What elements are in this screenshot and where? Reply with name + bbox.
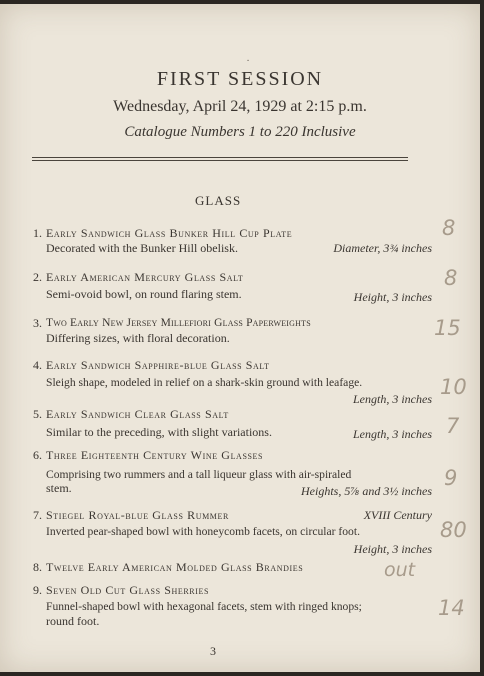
item-title: Early Sandwich Clear Glass Salt bbox=[46, 407, 229, 421]
item-number: 2. bbox=[33, 270, 42, 284]
session-date: Wednesday, April 24, 1929 at 2:15 p.m. bbox=[113, 98, 367, 115]
handwritten-price: 14 bbox=[438, 596, 465, 620]
item-measure: Height, 3 inches bbox=[353, 290, 432, 304]
item-description: Semi-ovoid bowl, on round flaring stem. bbox=[46, 287, 242, 301]
catalogue-page bbox=[0, 4, 480, 672]
item-measure: Heights, 5⅞ and 3½ inches bbox=[301, 484, 432, 498]
handwritten-price: 8 bbox=[442, 216, 456, 240]
item-title: Three Eighteenth Century Wine Glasses bbox=[46, 448, 264, 462]
handwritten-price: 80 bbox=[440, 518, 467, 542]
item-description: Differing sizes, with floral decoration. bbox=[46, 331, 230, 345]
item-number: 4. bbox=[33, 358, 42, 372]
item-description: Inverted pear-shaped bowl with honeycomb facets, on circular foot. bbox=[46, 525, 360, 538]
item-description: round foot. bbox=[46, 614, 100, 628]
page-number: 3 bbox=[210, 644, 216, 658]
handwritten-price: 10 bbox=[440, 375, 467, 399]
item-era: XVIII Century bbox=[363, 508, 432, 522]
section-title: GLASS bbox=[195, 193, 242, 208]
handwritten-price: 7 bbox=[446, 414, 460, 438]
item-number: 5. bbox=[33, 407, 42, 421]
divider-rule bbox=[32, 157, 408, 158]
item-measure: Length, 3 inches bbox=[353, 427, 432, 441]
handwritten-price: out bbox=[384, 559, 416, 581]
item-description: Sleigh shape, modeled in relief on a shark-skin ground with leafage. bbox=[46, 376, 363, 389]
item-measure: Diameter, 3¾ inches bbox=[333, 241, 432, 255]
item-description: Funnel-shaped bowl with hexagonal facets, stem with ringed knops; bbox=[46, 600, 362, 613]
handwritten-price: 9 bbox=[444, 466, 458, 490]
item-title: Two Early New Jersey Millefiori Glass Paperweights bbox=[46, 317, 311, 329]
item-number: 7. bbox=[33, 508, 42, 522]
handwritten-price: 15 bbox=[434, 316, 461, 340]
item-number: 6. bbox=[33, 448, 42, 462]
item-number: 1. bbox=[33, 226, 42, 240]
handwritten-price: 8 bbox=[444, 266, 458, 290]
item-description: Similar to the preceding, with slight variations. bbox=[46, 425, 272, 439]
item-title: Seven Old Cut Glass Sherries bbox=[46, 583, 210, 597]
item-title: Twelve Early American Molded Glass Brandies bbox=[46, 560, 304, 574]
item-number: 8. bbox=[33, 560, 42, 574]
item-measure: Height, 3 inches bbox=[353, 542, 432, 556]
item-title: Early Sandwich Glass Bunker Hill Cup Plate bbox=[46, 226, 293, 240]
item-measure: Length, 3 inches bbox=[353, 392, 432, 406]
item-number: 3. bbox=[33, 316, 42, 330]
item-title: Early Sandwich Sapphire-blue Glass Salt bbox=[46, 358, 270, 372]
item-description: stem. bbox=[46, 481, 72, 495]
divider-rule bbox=[32, 160, 408, 161]
item-title: Stiegel Royal-blue Glass Rummer bbox=[46, 508, 229, 522]
catalogue-range: Catalogue Numbers 1 to 220 Inclusive bbox=[124, 124, 356, 140]
item-description: Comprising two rummers and a tall liqueur glass with air-spiraled bbox=[46, 468, 352, 481]
ornament-dot: · bbox=[246, 56, 266, 67]
session-title: FIRST SESSION bbox=[156, 68, 324, 90]
item-description: Decorated with the Bunker Hill obelisk. bbox=[46, 241, 238, 255]
item-title: Early American Mercury Glass Salt bbox=[46, 270, 244, 284]
item-number: 9. bbox=[33, 583, 42, 597]
